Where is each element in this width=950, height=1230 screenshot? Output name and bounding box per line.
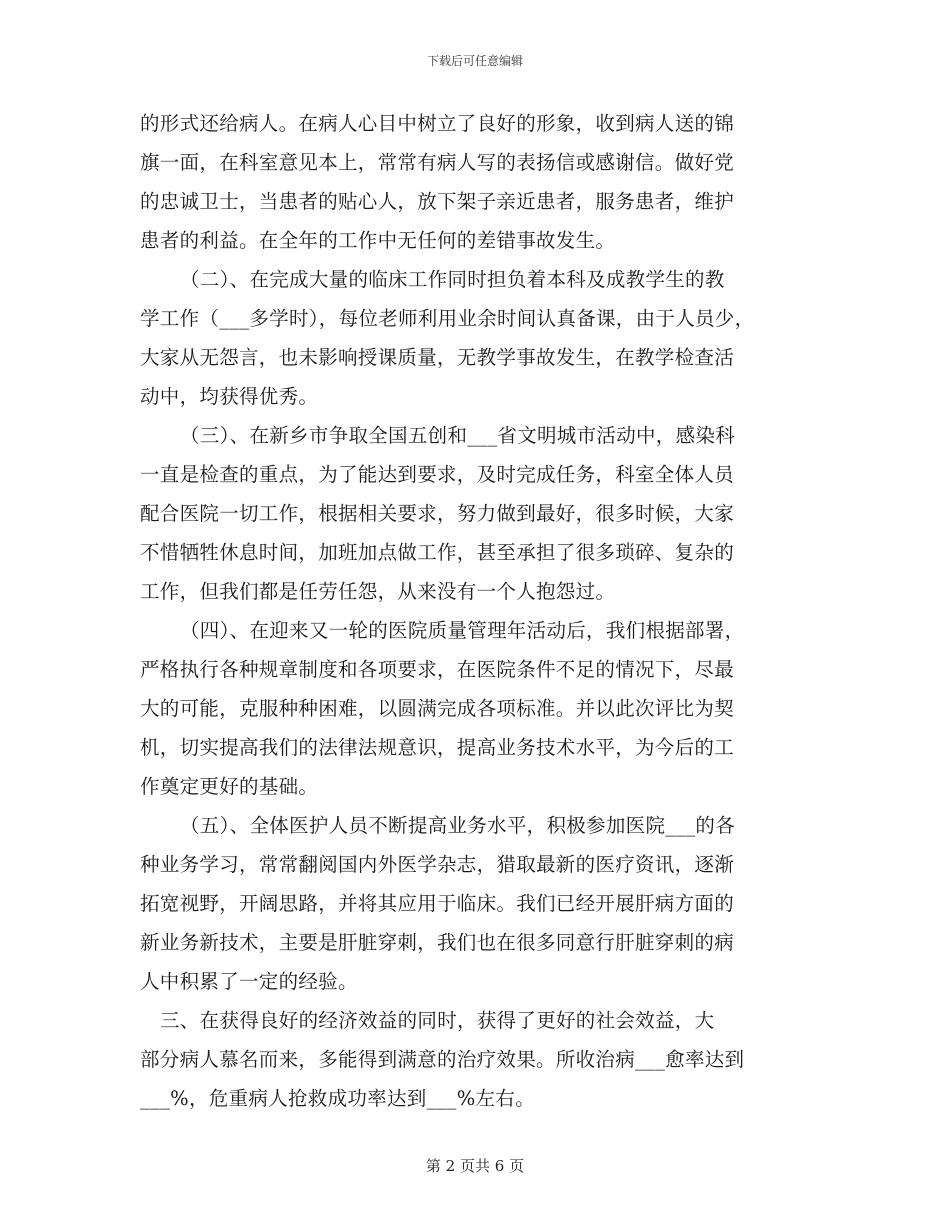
text-line: 患者的利益。在全年的工作中无任何的差错事故发生。 [140,229,616,252]
text-line: 动中，均获得优秀。 [140,385,319,408]
text-line: 拓宽视野，开阔思路，并将其应用于临床。我们已经开展肝病方面的 [140,892,735,915]
paragraph-three-start: （三）、在新乡市争取全国五创和___省文明城市活动中，感染科 [180,424,736,447]
text-line: 部分病人慕名而来，多能得到满意的治疗效果。所收治病___愈率达到 [140,1048,745,1071]
paragraph-five-start: （五）、全体医护人员不断提高业务水平，积极参加医院___的各 [180,814,735,837]
text-line: 大的可能，克服种种困难，以圆满完成各项标准。并以此次评比为契 [140,697,735,720]
text-line: 的形式还给病人。在病人心目中树立了良好的形象，收到病人送的锦 [140,112,735,135]
text-line: 机，切实提高我们的法律法规意识，提高业务技术水平，为今后的工 [140,736,735,759]
paragraph-two-start: （二）、在完成大量的临床工作同时担负着本科及成教学生的教 [180,268,725,291]
text-line: 新业务新技术，主要是肝脏穿刺，我们也在很多同意行肝脏穿刺的病 [140,931,735,954]
text-line: 种业务学习，常常翻阅国内外医学杂志，猎取最新的医疗资讯，逐渐 [140,853,735,876]
paragraph-four-start: （四）、在迎来又一轮的医院质量管理年活动后，我们根据部署， [180,619,745,642]
text-line: 一直是检查的重点，为了能达到要求，及时完成任务，科室全体人员 [140,463,735,486]
text-line: 不惜牺牲休息时间，加班加点做工作，甚至承担了很多琐碎、复杂的 [140,541,735,564]
document-body [140,104,818,1118]
text-line: 配合医院一切工作，根据相关要求，努力做到最好，很多时候，大家 [140,502,735,525]
text-line: 大家从无怨言，也未影响授课质量，无教学事故发生，在教学检查活 [140,346,735,369]
text-line: 学工作（___多学时），每位老师利用业余时间认真备课，由于人员少， [140,307,755,330]
page-footer: 第 2 页共 6 页 [425,1157,525,1175]
text-line: 作奠定更好的基础。 [140,775,319,798]
text-line: 旗一面，在科室意见本上，常常有病人写的表扬信或感谢信。做好党 [140,151,735,174]
text-line: 人中积累了一定的经验。 [140,970,358,993]
page-header: 下载后可任意编辑 [426,54,523,68]
text-line: 工作，但我们都是任劳任怨，从来没有一个人抱怨过。 [140,580,616,603]
text-line: ___%，危重病人抢救成功率达到___%左右。 [140,1087,535,1110]
section-three-start: 三、在获得良好的经济效益的同时，获得了更好的社会效益，大 [160,1009,715,1032]
text-line: 的忠诚卫士，当患者的贴心人，放下架子亲近患者，服务患者，维护 [140,190,735,213]
text-line: 严格执行各种规章制度和各项要求，在医院条件不足的情况下，尽最 [140,658,735,681]
